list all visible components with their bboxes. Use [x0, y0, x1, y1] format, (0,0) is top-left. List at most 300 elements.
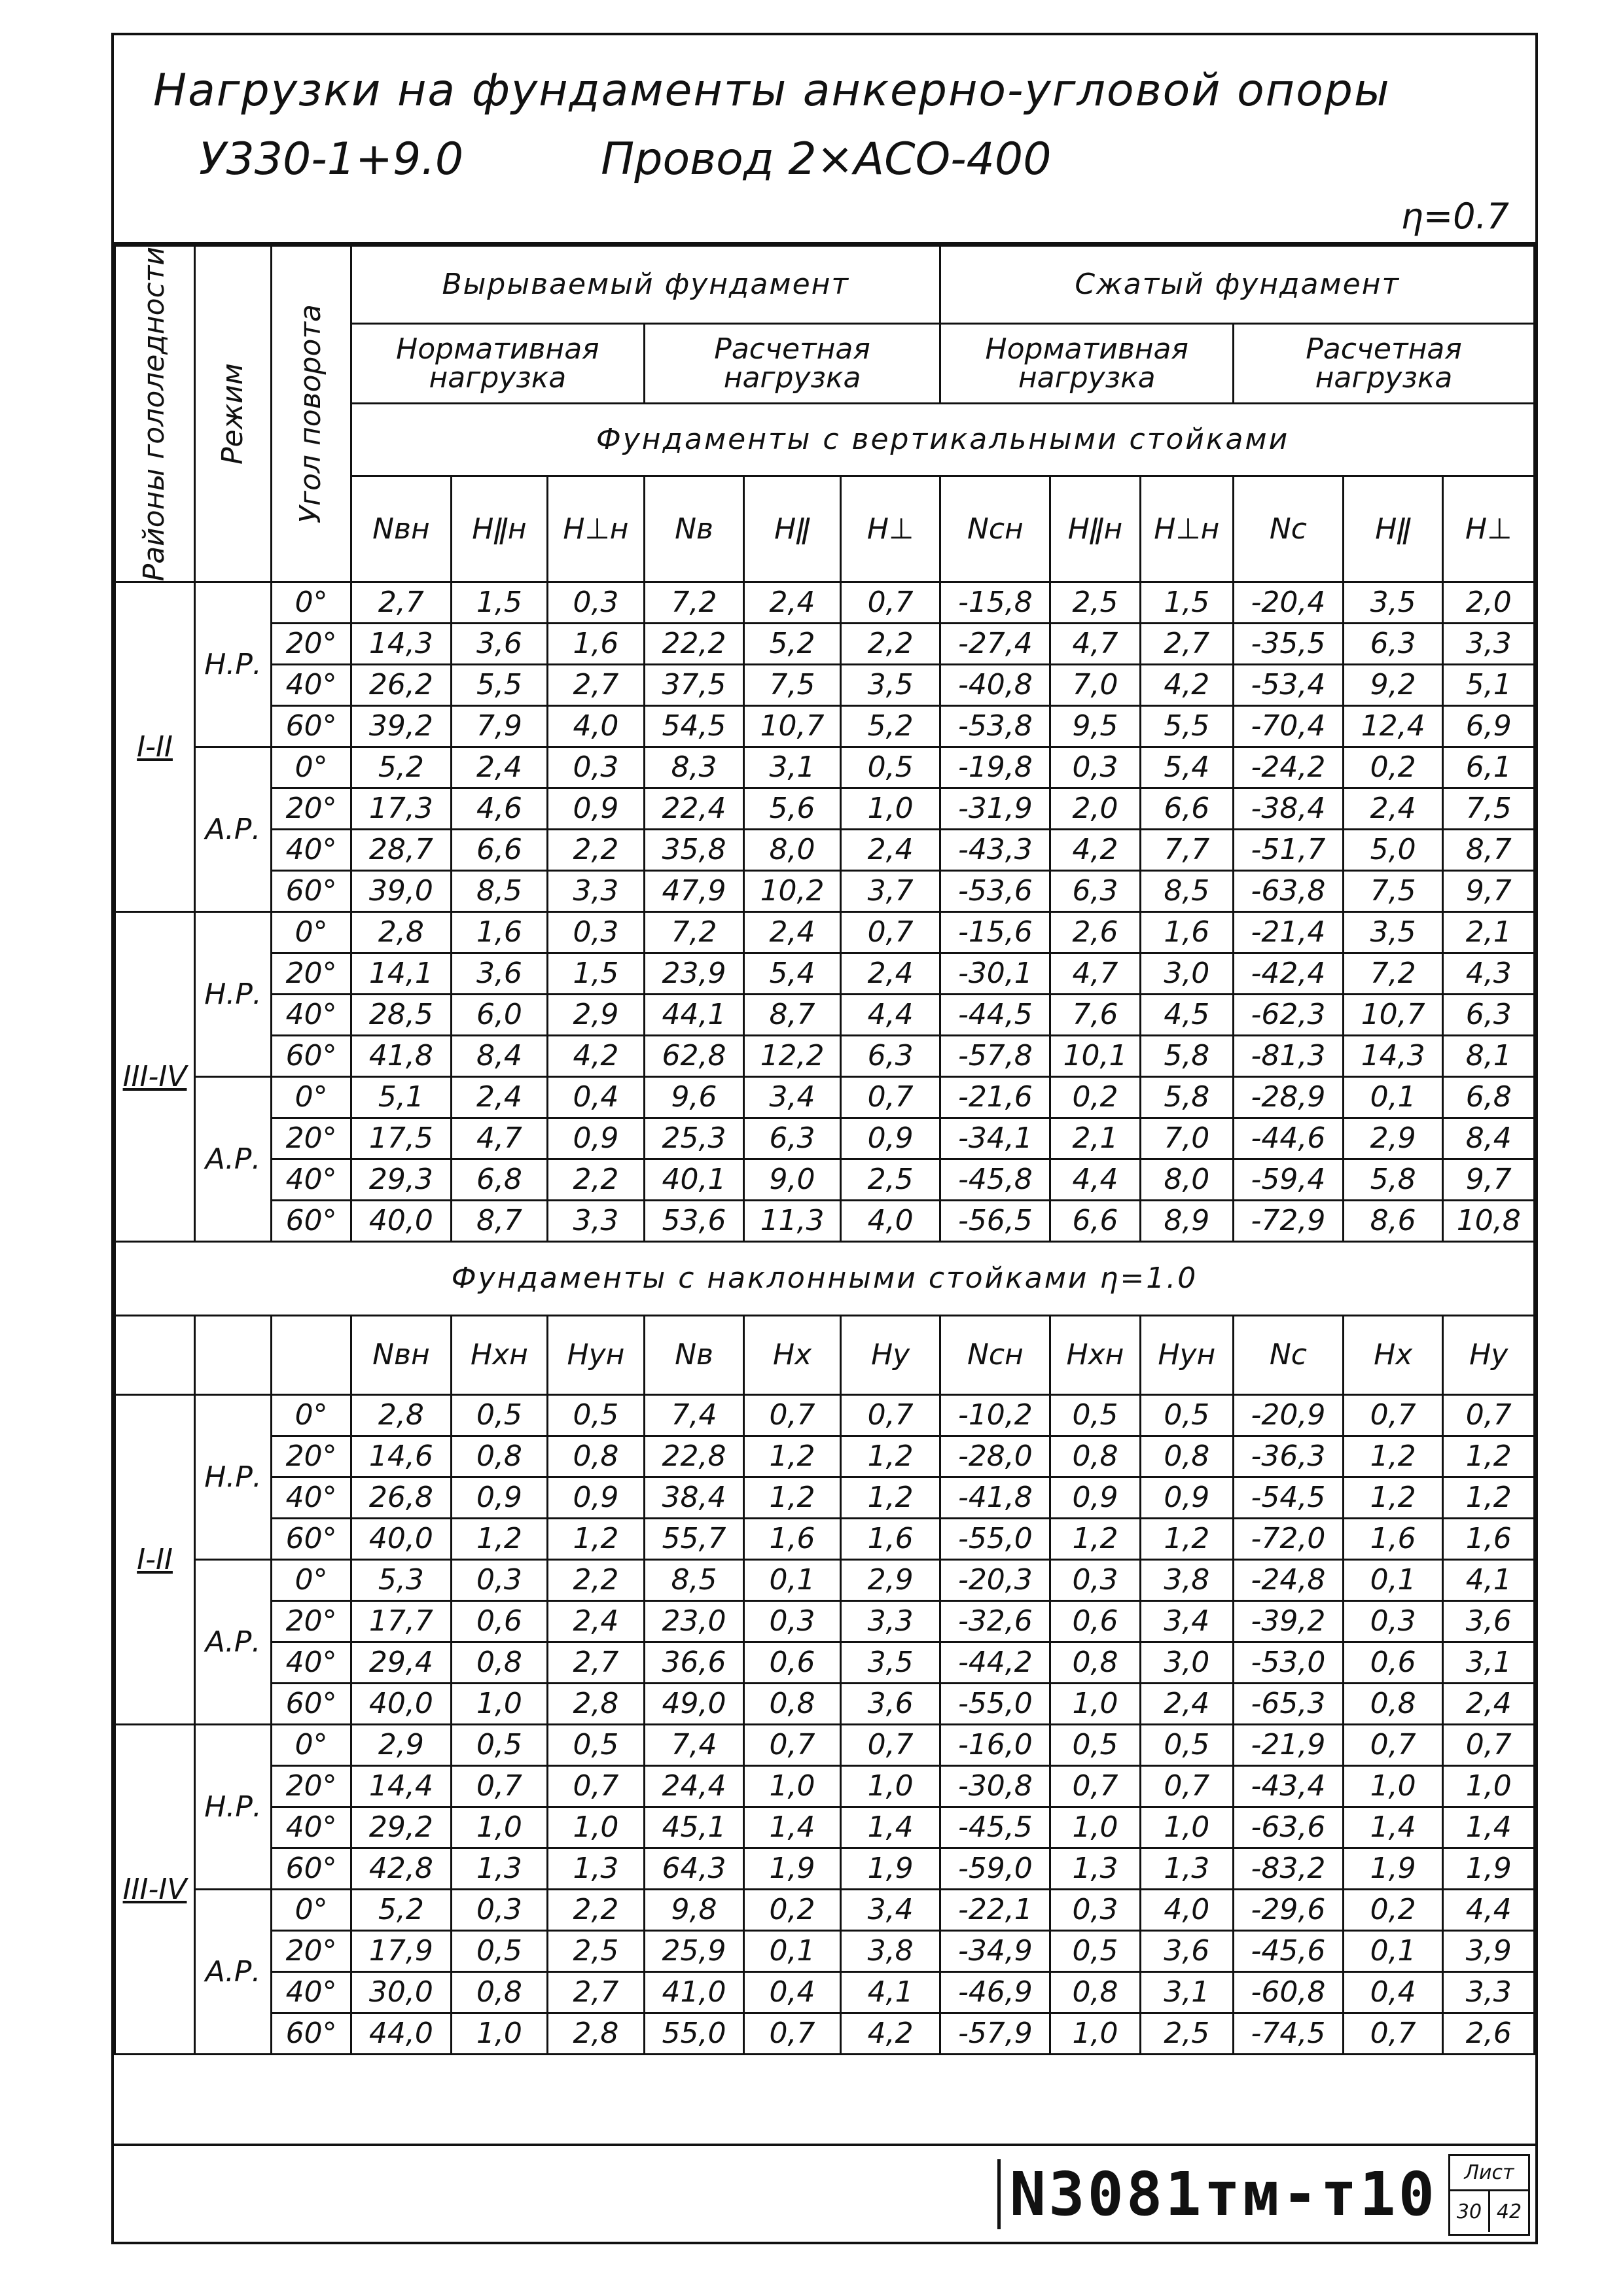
value-cell: 0,8 [1050, 1972, 1140, 2013]
column-symbol: Hy [840, 1316, 940, 1395]
value-cell: 0,7 [1343, 1395, 1443, 1436]
value-cell: 4,6 [451, 788, 548, 830]
angle-cell: 60° [272, 2013, 351, 2055]
value-cell: 0,5 [451, 1395, 548, 1436]
value-cell: 10,7 [1343, 995, 1443, 1036]
value-cell: -62,3 [1234, 995, 1344, 1036]
value-cell: 0,3 [548, 747, 645, 788]
value-cell: 8,1 [1443, 1036, 1535, 1077]
value-cell: 7,6 [1050, 995, 1140, 1036]
value-cell: 6,1 [1443, 747, 1535, 788]
value-cell: 5,2 [840, 706, 940, 747]
value-cell: 1,9 [744, 1848, 841, 1890]
value-cell: 6,3 [744, 1118, 841, 1159]
column-symbol: Nвн [351, 1316, 452, 1395]
value-cell: 0,7 [1140, 1766, 1233, 1807]
value-cell: 0,7 [548, 1766, 645, 1807]
value-cell: 0,3 [744, 1601, 841, 1642]
angle-cell: 60° [272, 1201, 351, 1242]
value-cell: 5,8 [1343, 1159, 1443, 1201]
value-cell: 2,8 [351, 1395, 452, 1436]
value-cell: 11,3 [744, 1201, 841, 1242]
value-cell: -28,0 [940, 1436, 1050, 1477]
value-cell: -74,5 [1234, 2013, 1344, 2055]
value-cell: 0,7 [451, 1766, 548, 1807]
value-cell: 1,6 [1140, 912, 1233, 953]
value-cell: 0,3 [451, 1890, 548, 1931]
value-cell: 0,5 [451, 1931, 548, 1972]
column-symbol: Hǁн [1050, 476, 1140, 582]
value-cell: 2,7 [548, 1972, 645, 2013]
value-cell: 6,9 [1443, 706, 1535, 747]
value-cell: 2,0 [1050, 788, 1140, 830]
value-cell: 5,8 [1140, 1036, 1233, 1077]
value-cell: 5,6 [744, 788, 841, 830]
mode-cell: Н.Р. [195, 1725, 272, 1890]
value-cell: 4,1 [840, 1972, 940, 2013]
value-cell: -45,5 [940, 1807, 1050, 1848]
value-cell: 7,5 [744, 665, 841, 706]
value-cell: -38,4 [1234, 788, 1344, 830]
value-cell: 0,9 [840, 1118, 940, 1159]
value-cell: 1,0 [840, 1766, 940, 1807]
value-cell: 1,2 [1443, 1436, 1535, 1477]
value-cell: -21,6 [940, 1077, 1050, 1118]
value-cell: 1,6 [1343, 1519, 1443, 1560]
value-cell: 6,6 [1140, 788, 1233, 830]
table-row [115, 747, 1535, 788]
value-cell: 3,6 [451, 624, 548, 665]
value-cell: 2,9 [840, 1560, 940, 1601]
table-row [115, 1766, 1535, 1807]
value-cell: 1,0 [1443, 1766, 1535, 1807]
sheet-box [1448, 2154, 1530, 2236]
value-cell: 4,0 [548, 706, 645, 747]
column-symbol: Hy [1443, 1316, 1535, 1395]
angle-cell: 20° [272, 1601, 351, 1642]
value-cell: 25,3 [644, 1118, 744, 1159]
value-cell: 0,3 [548, 912, 645, 953]
value-cell: 7,7 [1140, 830, 1233, 871]
value-cell: 1,0 [1343, 1766, 1443, 1807]
compressed-design-header: Расчетная нагрузка [1234, 324, 1535, 404]
value-cell: 14,3 [351, 624, 452, 665]
blank-cell [115, 1316, 195, 1395]
value-cell: 3,3 [1443, 624, 1535, 665]
value-cell: 28,7 [351, 830, 452, 871]
column-symbol: H⊥ [840, 476, 940, 582]
value-cell: -10,2 [940, 1395, 1050, 1436]
value-cell: 1,5 [451, 582, 548, 624]
angle-cell: 40° [272, 1972, 351, 2013]
value-cell: 28,5 [351, 995, 452, 1036]
value-cell: -34,1 [940, 1118, 1050, 1159]
value-cell: 47,9 [644, 871, 744, 912]
value-cell: -46,9 [940, 1972, 1050, 2013]
region-cell: I-II [115, 1395, 195, 1725]
column-symbol: Nсн [940, 476, 1050, 582]
value-cell: 7,0 [1140, 1118, 1233, 1159]
value-cell: -44,6 [1234, 1118, 1344, 1159]
value-cell: 0,2 [1050, 1077, 1140, 1118]
angle-cell: 40° [272, 995, 351, 1036]
table-row [115, 624, 1535, 665]
value-cell: 5,2 [351, 1890, 452, 1931]
value-cell: 7,2 [644, 912, 744, 953]
value-cell: 17,7 [351, 1601, 452, 1642]
angle-cell: 60° [272, 706, 351, 747]
angle-cell: 0° [272, 747, 351, 788]
value-cell: 2,9 [548, 995, 645, 1036]
value-cell: 41,0 [644, 1972, 744, 2013]
value-cell: 9,8 [644, 1890, 744, 1931]
value-cell: 1,0 [744, 1766, 841, 1807]
value-cell: 1,0 [1050, 1684, 1140, 1725]
value-cell: 6,3 [1050, 871, 1140, 912]
value-cell: 2,1 [1443, 912, 1535, 953]
value-cell: 1,2 [1343, 1477, 1443, 1519]
value-cell: -43,4 [1234, 1766, 1344, 1807]
value-cell: 1,5 [1140, 582, 1233, 624]
value-cell: 0,5 [548, 1725, 645, 1766]
value-cell: -27,4 [940, 624, 1050, 665]
table-row [115, 871, 1535, 912]
column-symbol: H⊥н [548, 476, 645, 582]
value-cell: 2,9 [1343, 1118, 1443, 1159]
document-title: Нагрузки на фундаменты анкерно-угловой опоры [153, 65, 1391, 116]
value-cell: -70,4 [1234, 706, 1344, 747]
value-cell: -72,0 [1234, 1519, 1344, 1560]
value-cell: 8,6 [1343, 1201, 1443, 1242]
value-cell: 0,5 [840, 747, 940, 788]
document-number: N3081тм-т10 [997, 2159, 1437, 2229]
value-cell: 1,0 [1050, 1807, 1140, 1848]
value-cell: 0,6 [1343, 1642, 1443, 1684]
value-cell: 1,2 [744, 1436, 841, 1477]
value-cell: 62,8 [644, 1036, 744, 1077]
column-symbol: Hyн [1140, 1316, 1233, 1395]
value-cell: 1,2 [744, 1477, 841, 1519]
value-cell: -22,1 [940, 1890, 1050, 1931]
value-cell: 4,7 [451, 1118, 548, 1159]
table-row [115, 1436, 1535, 1477]
value-cell: 2,5 [1140, 2013, 1233, 2055]
value-cell: 0,8 [451, 1642, 548, 1684]
value-cell: 0,1 [1343, 1077, 1443, 1118]
value-cell: 14,4 [351, 1766, 452, 1807]
value-cell: 10,1 [1050, 1036, 1140, 1077]
column-symbol: Hyн [548, 1316, 645, 1395]
value-cell: -24,2 [1234, 747, 1344, 788]
value-cell: 4,4 [1443, 1890, 1535, 1931]
mode-cell: А.Р. [195, 1560, 272, 1725]
value-cell: 3,6 [840, 1684, 940, 1725]
value-cell: 1,2 [1050, 1519, 1140, 1560]
value-cell: 8,5 [644, 1560, 744, 1601]
value-cell: 4,7 [1050, 624, 1140, 665]
mode-cell: Н.Р. [195, 1395, 272, 1560]
value-cell: 2,2 [548, 1159, 645, 1201]
mode-header: Режим [195, 246, 272, 582]
value-cell: 4,4 [840, 995, 940, 1036]
footer [114, 2144, 1535, 2242]
value-cell: 9,6 [644, 1077, 744, 1118]
angle-cell: 20° [272, 1118, 351, 1159]
value-cell: 6,8 [1443, 1077, 1535, 1118]
pullout-design-header: Расчетная нагрузка [644, 324, 940, 404]
angle-header: Угол поворота [272, 246, 351, 582]
value-cell: 0,2 [1343, 747, 1443, 788]
value-cell: 8,5 [451, 871, 548, 912]
value-cell: 2,6 [1443, 2013, 1535, 2055]
value-cell: 3,3 [548, 871, 645, 912]
value-cell: 0,1 [744, 1560, 841, 1601]
value-cell: -65,3 [1234, 1684, 1344, 1725]
value-cell: 55,7 [644, 1519, 744, 1560]
angle-cell: 0° [272, 1725, 351, 1766]
table-row [115, 1036, 1535, 1077]
value-cell: 1,2 [1140, 1519, 1233, 1560]
value-cell: 2,7 [548, 1642, 645, 1684]
value-cell: -44,2 [940, 1642, 1050, 1684]
table-row [115, 1642, 1535, 1684]
value-cell: 6,6 [451, 830, 548, 871]
value-cell: 4,4 [1050, 1159, 1140, 1201]
value-cell: 2,4 [1443, 1684, 1535, 1725]
table-row [115, 830, 1535, 871]
value-cell: 0,8 [1050, 1436, 1140, 1477]
value-cell: 1,6 [451, 912, 548, 953]
value-cell: 5,4 [1140, 747, 1233, 788]
value-cell: 1,0 [451, 1684, 548, 1725]
column-symbol: Nсн [940, 1316, 1050, 1395]
value-cell: 3,5 [840, 665, 940, 706]
value-cell: 1,0 [451, 1807, 548, 1848]
inclined-struts-band: Фундаменты с наклонными стойками η=1.0 [115, 1242, 1535, 1316]
value-cell: -20,9 [1234, 1395, 1344, 1436]
value-cell: -41,8 [940, 1477, 1050, 1519]
value-cell: -53,0 [1234, 1642, 1344, 1684]
value-cell: 4,7 [1050, 953, 1140, 995]
value-cell: 0,1 [744, 1931, 841, 1972]
value-cell: 0,6 [744, 1642, 841, 1684]
angle-cell: 60° [272, 871, 351, 912]
table-row [115, 1972, 1535, 2013]
mode-cell: А.Р. [195, 1077, 272, 1242]
table-row [115, 1395, 1535, 1436]
value-cell: 0,8 [1343, 1684, 1443, 1725]
value-cell: 9,0 [744, 1159, 841, 1201]
value-cell: -42,4 [1234, 953, 1344, 995]
value-cell: 8,4 [1443, 1118, 1535, 1159]
loads-table [114, 245, 1535, 2055]
value-cell: 1,4 [1443, 1807, 1535, 1848]
value-cell: 0,7 [840, 912, 940, 953]
value-cell: 1,0 [1050, 2013, 1140, 2055]
value-cell: 5,5 [1140, 706, 1233, 747]
table-row [115, 665, 1535, 706]
angle-cell: 0° [272, 1395, 351, 1436]
angle-cell: 40° [272, 830, 351, 871]
column-symbol: Nв [644, 476, 744, 582]
value-cell: 37,5 [644, 665, 744, 706]
blank-cell [272, 1316, 351, 1395]
table-row [115, 1118, 1535, 1159]
inclined-struts-body [115, 1395, 1535, 2055]
value-cell: -54,5 [1234, 1477, 1344, 1519]
angle-cell: 0° [272, 1890, 351, 1931]
value-cell: 2,7 [351, 582, 452, 624]
value-cell: 2,6 [1050, 912, 1140, 953]
value-cell: 1,6 [1443, 1519, 1535, 1560]
value-cell: 3,5 [840, 1642, 940, 1684]
angle-cell: 20° [272, 624, 351, 665]
value-cell: 5,4 [744, 953, 841, 995]
value-cell: 0,1 [1343, 1560, 1443, 1601]
value-cell: 1,2 [1343, 1436, 1443, 1477]
value-cell: 4,1 [1443, 1560, 1535, 1601]
value-cell: 9,2 [1343, 665, 1443, 706]
value-cell: 1,3 [548, 1848, 645, 1890]
value-cell: 0,1 [1343, 1931, 1443, 1972]
value-cell: 0,7 [1050, 1766, 1140, 1807]
value-cell: 26,8 [351, 1477, 452, 1519]
value-cell: 1,2 [451, 1519, 548, 1560]
value-cell: 5,2 [351, 747, 452, 788]
value-cell: 1,0 [1140, 1807, 1233, 1848]
value-cell: 0,6 [451, 1601, 548, 1642]
value-cell: -56,5 [940, 1201, 1050, 1242]
angle-cell: 20° [272, 1931, 351, 1972]
value-cell: 2,4 [1343, 788, 1443, 830]
column-symbol: Nс [1234, 1316, 1344, 1395]
sheet-label: Лист [1450, 2156, 1528, 2191]
value-cell: 2,8 [548, 2013, 645, 2055]
angle-cell: 40° [272, 1807, 351, 1848]
value-cell: 44,1 [644, 995, 744, 1036]
value-cell: 14,3 [1343, 1036, 1443, 1077]
value-cell: 29,2 [351, 1807, 452, 1848]
value-cell: -19,8 [940, 747, 1050, 788]
value-cell: 1,0 [548, 1807, 645, 1848]
value-cell: 54,5 [644, 706, 744, 747]
value-cell: 3,3 [1443, 1972, 1535, 2013]
table-row [115, 1807, 1535, 1848]
value-cell: 2,5 [840, 1159, 940, 1201]
value-cell: 6,3 [840, 1036, 940, 1077]
pullout-normative-header: Нормативная нагрузка [351, 324, 645, 404]
value-cell: 2,4 [1140, 1684, 1233, 1725]
value-cell: 6,3 [1443, 995, 1535, 1036]
value-cell: 14,1 [351, 953, 452, 995]
value-cell: 4,3 [1443, 953, 1535, 995]
value-cell: -57,9 [940, 2013, 1050, 2055]
table-row [115, 1725, 1535, 1766]
mode-cell: А.Р. [195, 747, 272, 912]
value-cell: 2,5 [1050, 582, 1140, 624]
table-row [115, 1890, 1535, 1931]
value-cell: -81,3 [1234, 1036, 1344, 1077]
blank-cell [195, 1316, 272, 1395]
value-cell: 1,4 [744, 1807, 841, 1848]
value-cell: 1,6 [744, 1519, 841, 1560]
value-cell: 2,5 [548, 1931, 645, 1972]
value-cell: 24,4 [644, 1766, 744, 1807]
column-symbol: Hx [744, 1316, 841, 1395]
value-cell: 0,7 [840, 1725, 940, 1766]
value-cell: 8,3 [644, 747, 744, 788]
angle-cell: 0° [272, 1560, 351, 1601]
column-symbol: Nс [1234, 476, 1344, 582]
value-cell: 17,5 [351, 1118, 452, 1159]
value-cell: 1,9 [840, 1848, 940, 1890]
value-cell: 1,4 [1343, 1807, 1443, 1848]
value-cell: 1,9 [1343, 1848, 1443, 1890]
value-cell: 4,2 [1140, 665, 1233, 706]
value-cell: 0,5 [1140, 1725, 1233, 1766]
value-cell: 3,8 [1140, 1560, 1233, 1601]
value-cell: 2,4 [840, 953, 940, 995]
column-symbol: Nв [644, 1316, 744, 1395]
table-row [115, 995, 1535, 1036]
value-cell: 40,0 [351, 1519, 452, 1560]
value-cell: 0,7 [1443, 1725, 1535, 1766]
value-cell: 44,0 [351, 2013, 452, 2055]
value-cell: 4,5 [1140, 995, 1233, 1036]
value-cell: -59,4 [1234, 1159, 1344, 1201]
value-cell: 2,4 [744, 582, 841, 624]
value-cell: 5,3 [351, 1560, 452, 1601]
value-cell: -51,7 [1234, 830, 1344, 871]
value-cell: 8,7 [451, 1201, 548, 1242]
value-cell: 0,2 [744, 1890, 841, 1931]
value-cell: 41,8 [351, 1036, 452, 1077]
value-cell: 0,5 [451, 1725, 548, 1766]
value-cell: 2,4 [451, 747, 548, 788]
value-cell: 0,7 [744, 2013, 841, 2055]
value-cell: 2,2 [840, 624, 940, 665]
region-cell: III-IV [115, 912, 195, 1242]
table-row [115, 1848, 1535, 1890]
value-cell: 3,6 [1140, 1931, 1233, 1972]
value-cell: -55,0 [940, 1684, 1050, 1725]
value-cell: 38,4 [644, 1477, 744, 1519]
value-cell: 0,7 [1343, 2013, 1443, 2055]
value-cell: 0,8 [548, 1436, 645, 1477]
column-symbol: H⊥н [1140, 476, 1233, 582]
value-cell: -55,0 [940, 1519, 1050, 1560]
value-cell: 8,5 [1140, 871, 1233, 912]
value-cell: 3,9 [1443, 1931, 1535, 1972]
value-cell: 39,2 [351, 706, 452, 747]
table-row [115, 706, 1535, 747]
table-row [115, 1684, 1535, 1725]
value-cell: 17,9 [351, 1931, 452, 1972]
value-cell: -43,3 [940, 830, 1050, 871]
value-cell: 1,0 [840, 788, 940, 830]
angle-cell: 20° [272, 1436, 351, 1477]
value-cell: 0,9 [548, 1118, 645, 1159]
value-cell: 0,4 [548, 1077, 645, 1118]
value-cell: 4,0 [840, 1201, 940, 1242]
value-cell: 0,7 [1443, 1395, 1535, 1436]
sheet-number: 30 [1450, 2191, 1490, 2232]
value-cell: 7,0 [1050, 665, 1140, 706]
value-cell: 1,3 [451, 1848, 548, 1890]
value-cell: 40,0 [351, 1201, 452, 1242]
value-cell: -30,8 [940, 1766, 1050, 1807]
value-cell: 0,5 [1140, 1395, 1233, 1436]
